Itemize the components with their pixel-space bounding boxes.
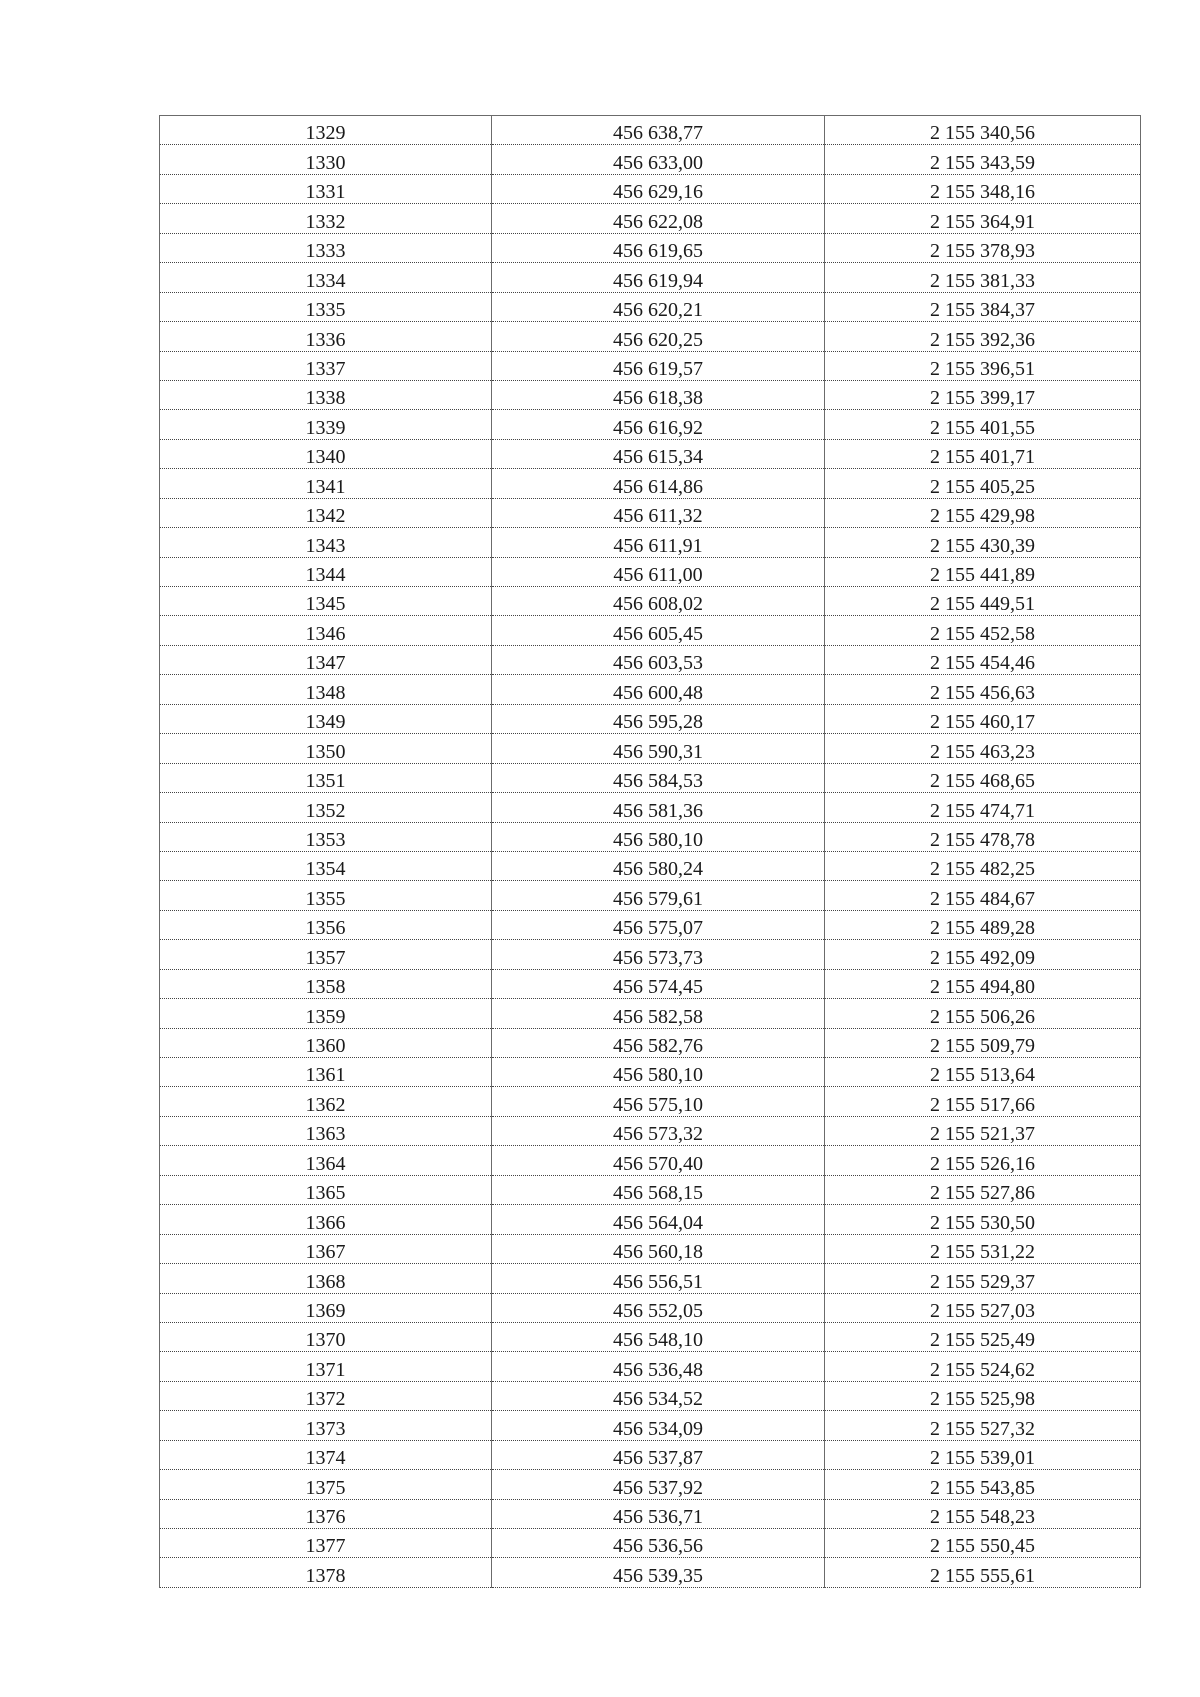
point-number-cell: 1357 — [160, 940, 492, 969]
y-coordinate-cell: 2 155 484,67 — [825, 881, 1141, 910]
x-coordinate-cell: 456 618,38 — [492, 380, 825, 409]
x-coordinate-cell: 456 568,15 — [492, 1175, 825, 1204]
table-row — [160, 557, 1141, 586]
point-number-cell: 1350 — [160, 734, 492, 763]
x-coordinate-cell: 456 537,87 — [492, 1440, 825, 1469]
x-coordinate-cell: 456 582,76 — [492, 1028, 825, 1057]
table-row — [160, 469, 1141, 498]
table-row — [160, 528, 1141, 557]
y-coordinate-cell: 2 155 492,09 — [825, 940, 1141, 969]
table-row — [160, 1205, 1141, 1234]
point-number-cell: 1368 — [160, 1264, 492, 1293]
table-row — [160, 616, 1141, 645]
table-row — [160, 1175, 1141, 1204]
table-row — [160, 1529, 1141, 1558]
point-number-cell: 1334 — [160, 263, 492, 292]
point-number-cell: 1355 — [160, 881, 492, 910]
point-number-cell: 1336 — [160, 322, 492, 351]
x-coordinate-cell: 456 619,57 — [492, 351, 825, 380]
point-number-cell: 1349 — [160, 704, 492, 733]
x-coordinate-cell: 456 573,73 — [492, 940, 825, 969]
table-row — [160, 1028, 1141, 1057]
table-row — [160, 999, 1141, 1028]
y-coordinate-cell: 2 155 399,17 — [825, 380, 1141, 409]
table-row — [160, 704, 1141, 733]
point-number-cell: 1367 — [160, 1234, 492, 1263]
point-number-cell: 1373 — [160, 1411, 492, 1440]
x-coordinate-cell: 456 575,10 — [492, 1087, 825, 1116]
y-coordinate-cell: 2 155 478,78 — [825, 822, 1141, 851]
y-coordinate-cell: 2 155 531,22 — [825, 1234, 1141, 1263]
point-number-cell: 1360 — [160, 1028, 492, 1057]
x-coordinate-cell: 456 539,35 — [492, 1558, 825, 1587]
table-row — [160, 116, 1141, 145]
x-coordinate-cell: 456 579,61 — [492, 881, 825, 910]
table-row — [160, 498, 1141, 527]
table-row — [160, 969, 1141, 998]
point-number-cell: 1361 — [160, 1058, 492, 1087]
point-number-cell: 1362 — [160, 1087, 492, 1116]
y-coordinate-cell: 2 155 452,58 — [825, 616, 1141, 645]
table-row — [160, 675, 1141, 704]
point-number-cell: 1356 — [160, 910, 492, 939]
point-number-cell: 1366 — [160, 1205, 492, 1234]
point-number-cell: 1341 — [160, 469, 492, 498]
table-row — [160, 1087, 1141, 1116]
table-row — [160, 1322, 1141, 1351]
y-coordinate-cell: 2 155 482,25 — [825, 851, 1141, 880]
x-coordinate-cell: 456 611,00 — [492, 557, 825, 586]
y-coordinate-cell: 2 155 527,86 — [825, 1175, 1141, 1204]
table-row — [160, 1411, 1141, 1440]
x-coordinate-cell: 456 575,07 — [492, 910, 825, 939]
point-number-cell: 1339 — [160, 410, 492, 439]
x-coordinate-cell: 456 580,10 — [492, 822, 825, 851]
point-number-cell: 1345 — [160, 587, 492, 616]
table-row — [160, 1058, 1141, 1087]
x-coordinate-cell: 456 534,52 — [492, 1381, 825, 1410]
x-coordinate-cell: 456 622,08 — [492, 204, 825, 233]
y-coordinate-cell: 2 155 489,28 — [825, 910, 1141, 939]
y-coordinate-cell: 2 155 526,16 — [825, 1146, 1141, 1175]
y-coordinate-cell: 2 155 364,91 — [825, 204, 1141, 233]
x-coordinate-cell: 456 580,10 — [492, 1058, 825, 1087]
point-number-cell: 1352 — [160, 793, 492, 822]
x-coordinate-cell: 456 552,05 — [492, 1293, 825, 1322]
point-number-cell: 1330 — [160, 145, 492, 174]
point-number-cell: 1332 — [160, 204, 492, 233]
y-coordinate-cell: 2 155 543,85 — [825, 1470, 1141, 1499]
x-coordinate-cell: 456 595,28 — [492, 704, 825, 733]
x-coordinate-cell: 456 605,45 — [492, 616, 825, 645]
y-coordinate-cell: 2 155 463,23 — [825, 734, 1141, 763]
y-coordinate-cell: 2 155 506,26 — [825, 999, 1141, 1028]
y-coordinate-cell: 2 155 494,80 — [825, 969, 1141, 998]
table-row — [160, 322, 1141, 351]
point-number-cell: 1353 — [160, 822, 492, 851]
x-coordinate-cell: 456 619,65 — [492, 233, 825, 262]
y-coordinate-cell: 2 155 430,39 — [825, 528, 1141, 557]
table-row — [160, 763, 1141, 792]
table-row — [160, 439, 1141, 468]
table-row — [160, 145, 1141, 174]
y-coordinate-cell: 2 155 392,36 — [825, 322, 1141, 351]
point-number-cell: 1363 — [160, 1116, 492, 1145]
point-number-cell: 1359 — [160, 999, 492, 1028]
y-coordinate-cell: 2 155 550,45 — [825, 1529, 1141, 1558]
y-coordinate-cell: 2 155 525,49 — [825, 1322, 1141, 1351]
x-coordinate-cell: 456 608,02 — [492, 587, 825, 616]
point-number-cell: 1369 — [160, 1293, 492, 1322]
table-row — [160, 1264, 1141, 1293]
y-coordinate-cell: 2 155 529,37 — [825, 1264, 1141, 1293]
table-row — [160, 1352, 1141, 1381]
table-row — [160, 1234, 1141, 1263]
point-number-cell: 1331 — [160, 174, 492, 203]
table-row — [160, 292, 1141, 321]
table-row — [160, 881, 1141, 910]
x-coordinate-cell: 456 603,53 — [492, 645, 825, 674]
point-number-cell: 1364 — [160, 1146, 492, 1175]
table-row — [160, 1146, 1141, 1175]
x-coordinate-cell: 456 590,31 — [492, 734, 825, 763]
point-number-cell: 1351 — [160, 763, 492, 792]
x-coordinate-cell: 456 570,40 — [492, 1146, 825, 1175]
x-coordinate-cell: 456 537,92 — [492, 1470, 825, 1499]
x-coordinate-cell: 456 619,94 — [492, 263, 825, 292]
y-coordinate-cell: 2 155 530,50 — [825, 1205, 1141, 1234]
table-row — [160, 1558, 1141, 1587]
y-coordinate-cell: 2 155 429,98 — [825, 498, 1141, 527]
y-coordinate-cell: 2 155 381,33 — [825, 263, 1141, 292]
y-coordinate-cell: 2 155 521,37 — [825, 1116, 1141, 1145]
y-coordinate-cell: 2 155 454,46 — [825, 645, 1141, 674]
point-number-cell: 1358 — [160, 969, 492, 998]
y-coordinate-cell: 2 155 548,23 — [825, 1499, 1141, 1528]
point-number-cell: 1372 — [160, 1381, 492, 1410]
x-coordinate-cell: 456 582,58 — [492, 999, 825, 1028]
x-coordinate-cell: 456 611,91 — [492, 528, 825, 557]
y-coordinate-cell: 2 155 555,61 — [825, 1558, 1141, 1587]
y-coordinate-cell: 2 155 348,16 — [825, 174, 1141, 203]
y-coordinate-cell: 2 155 525,98 — [825, 1381, 1141, 1410]
table-row — [160, 851, 1141, 880]
point-number-cell: 1370 — [160, 1322, 492, 1351]
y-coordinate-cell: 2 155 517,66 — [825, 1087, 1141, 1116]
x-coordinate-cell: 456 548,10 — [492, 1322, 825, 1351]
x-coordinate-cell: 456 556,51 — [492, 1264, 825, 1293]
y-coordinate-cell: 2 155 340,56 — [825, 116, 1141, 145]
y-coordinate-cell: 2 155 513,64 — [825, 1058, 1141, 1087]
y-coordinate-cell: 2 155 384,37 — [825, 292, 1141, 321]
table-row — [160, 940, 1141, 969]
point-number-cell: 1337 — [160, 351, 492, 380]
x-coordinate-cell: 456 534,09 — [492, 1411, 825, 1440]
y-coordinate-cell: 2 155 460,17 — [825, 704, 1141, 733]
x-coordinate-cell: 456 573,32 — [492, 1116, 825, 1145]
x-coordinate-cell: 456 600,48 — [492, 675, 825, 704]
table-row — [160, 1499, 1141, 1528]
point-number-cell: 1329 — [160, 116, 492, 145]
point-number-cell: 1340 — [160, 439, 492, 468]
x-coordinate-cell: 456 581,36 — [492, 793, 825, 822]
coordinate-table-body — [160, 116, 1141, 1588]
y-coordinate-cell: 2 155 474,71 — [825, 793, 1141, 822]
point-number-cell: 1371 — [160, 1352, 492, 1381]
table-row — [160, 1381, 1141, 1410]
table-row — [160, 734, 1141, 763]
y-coordinate-cell: 2 155 509,79 — [825, 1028, 1141, 1057]
point-number-cell: 1333 — [160, 233, 492, 262]
table-row — [160, 204, 1141, 233]
point-number-cell: 1342 — [160, 498, 492, 527]
x-coordinate-cell: 456 620,25 — [492, 322, 825, 351]
x-coordinate-cell: 456 536,48 — [492, 1352, 825, 1381]
point-number-cell: 1344 — [160, 557, 492, 586]
table-row — [160, 1116, 1141, 1145]
x-coordinate-cell: 456 614,86 — [492, 469, 825, 498]
point-number-cell: 1374 — [160, 1440, 492, 1469]
table-row — [160, 822, 1141, 851]
y-coordinate-cell: 2 155 456,63 — [825, 675, 1141, 704]
x-coordinate-cell: 456 536,56 — [492, 1529, 825, 1558]
coordinate-table — [159, 115, 1141, 1588]
table-row — [160, 645, 1141, 674]
point-number-cell: 1338 — [160, 380, 492, 409]
table-row — [160, 1470, 1141, 1499]
x-coordinate-cell: 456 536,71 — [492, 1499, 825, 1528]
table-row — [160, 587, 1141, 616]
y-coordinate-cell: 2 155 401,55 — [825, 410, 1141, 439]
y-coordinate-cell: 2 155 539,01 — [825, 1440, 1141, 1469]
y-coordinate-cell: 2 155 378,93 — [825, 233, 1141, 262]
table-row — [160, 380, 1141, 409]
x-coordinate-cell: 456 633,00 — [492, 145, 825, 174]
point-number-cell: 1354 — [160, 851, 492, 880]
x-coordinate-cell: 456 584,53 — [492, 763, 825, 792]
point-number-cell: 1376 — [160, 1499, 492, 1528]
y-coordinate-cell: 2 155 527,32 — [825, 1411, 1141, 1440]
table-row — [160, 263, 1141, 292]
table-row — [160, 1293, 1141, 1322]
x-coordinate-cell: 456 615,34 — [492, 439, 825, 468]
x-coordinate-cell: 456 629,16 — [492, 174, 825, 203]
point-number-cell: 1346 — [160, 616, 492, 645]
x-coordinate-cell: 456 560,18 — [492, 1234, 825, 1263]
table-row — [160, 910, 1141, 939]
table-row — [160, 410, 1141, 439]
point-number-cell: 1348 — [160, 675, 492, 704]
table-row — [160, 233, 1141, 262]
x-coordinate-cell: 456 638,77 — [492, 116, 825, 145]
y-coordinate-cell: 2 155 468,65 — [825, 763, 1141, 792]
point-number-cell: 1365 — [160, 1175, 492, 1204]
y-coordinate-cell: 2 155 396,51 — [825, 351, 1141, 380]
y-coordinate-cell: 2 155 524,62 — [825, 1352, 1141, 1381]
x-coordinate-cell: 456 574,45 — [492, 969, 825, 998]
y-coordinate-cell: 2 155 405,25 — [825, 469, 1141, 498]
table-row — [160, 174, 1141, 203]
x-coordinate-cell: 456 580,24 — [492, 851, 825, 880]
y-coordinate-cell: 2 155 527,03 — [825, 1293, 1141, 1322]
table-row — [160, 1440, 1141, 1469]
y-coordinate-cell: 2 155 441,89 — [825, 557, 1141, 586]
point-number-cell: 1335 — [160, 292, 492, 321]
x-coordinate-cell: 456 611,32 — [492, 498, 825, 527]
point-number-cell: 1347 — [160, 645, 492, 674]
y-coordinate-cell: 2 155 343,59 — [825, 145, 1141, 174]
table-row — [160, 351, 1141, 380]
point-number-cell: 1377 — [160, 1529, 492, 1558]
point-number-cell: 1375 — [160, 1470, 492, 1499]
y-coordinate-cell: 2 155 449,51 — [825, 587, 1141, 616]
x-coordinate-cell: 456 564,04 — [492, 1205, 825, 1234]
x-coordinate-cell: 456 616,92 — [492, 410, 825, 439]
point-number-cell: 1343 — [160, 528, 492, 557]
y-coordinate-cell: 2 155 401,71 — [825, 439, 1141, 468]
point-number-cell: 1378 — [160, 1558, 492, 1587]
x-coordinate-cell: 456 620,21 — [492, 292, 825, 321]
table-row — [160, 793, 1141, 822]
